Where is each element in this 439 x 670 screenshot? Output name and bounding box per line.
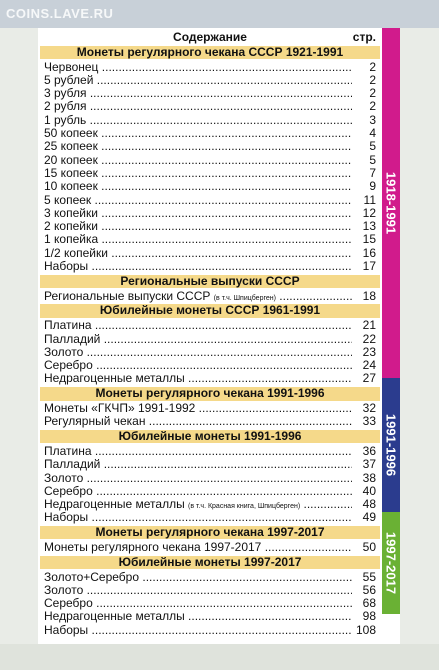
page-number: 5 bbox=[352, 154, 376, 167]
period-segment-1991-1996 bbox=[382, 378, 400, 512]
page-number: 56 bbox=[352, 584, 376, 597]
entry-title: 5 рублей ..... bbox=[44, 74, 352, 87]
entry-note: (в т.ч. Шпицберген) bbox=[213, 294, 276, 302]
toc-entry bbox=[40, 624, 380, 637]
page-number: 33 bbox=[352, 415, 376, 428]
page-number: 27 bbox=[352, 372, 376, 385]
toc-entry bbox=[40, 415, 380, 428]
toc-entry bbox=[40, 472, 380, 485]
page-number: 17 bbox=[352, 260, 376, 273]
toc-entry bbox=[40, 584, 380, 597]
entry-title: Палладий ..... bbox=[44, 458, 352, 471]
toc-entry bbox=[40, 127, 380, 140]
page-number: 16 bbox=[352, 247, 376, 260]
page-number: 55 bbox=[352, 571, 376, 584]
period-segment-1918-1991 bbox=[382, 28, 400, 378]
toc-entry bbox=[40, 458, 380, 471]
page-number: 21 bbox=[352, 319, 376, 332]
page-number: 49 bbox=[352, 511, 376, 524]
entry-title: 15 копеек ..... bbox=[44, 167, 352, 180]
toc-entry bbox=[40, 359, 380, 372]
page-number: 7 bbox=[352, 167, 376, 180]
toc-entry bbox=[40, 220, 380, 233]
entry-title: Недрагоценные металлы ..... bbox=[44, 372, 352, 385]
section-header bbox=[40, 304, 380, 317]
page-number: 48 bbox=[352, 498, 376, 511]
toc-entry bbox=[40, 290, 380, 303]
section-title: Юбилейные монеты СССР 1961-1991 bbox=[99, 303, 321, 318]
section-title: Монеты регулярного чекана 1997-2017 bbox=[95, 525, 325, 540]
page-number: 40 bbox=[352, 485, 376, 498]
table-of-contents bbox=[40, 31, 380, 637]
entry-title: Монеты «ГКЧП» 1991-1992 ..... bbox=[44, 402, 352, 415]
page-number: 5 bbox=[352, 140, 376, 153]
toc-entry bbox=[40, 541, 380, 554]
entry-title: Региональные выпуски СССР (в т.ч. Шпицберген) ..... bbox=[44, 290, 352, 305]
page-number: 32 bbox=[352, 402, 376, 415]
entry-title: Наборы ..... bbox=[44, 511, 352, 524]
toc-entry bbox=[40, 61, 380, 74]
toc-entry bbox=[40, 247, 380, 260]
toc-entry bbox=[40, 233, 380, 246]
toc-entry bbox=[40, 194, 380, 207]
section-title: Монеты регулярного чекана 1991-1996 bbox=[95, 386, 325, 401]
page-number: 37 bbox=[352, 458, 376, 471]
toc-entry bbox=[40, 154, 380, 167]
toc-entry bbox=[40, 511, 380, 524]
section-header bbox=[40, 556, 380, 569]
toc-entry bbox=[40, 597, 380, 610]
section-header bbox=[40, 46, 380, 59]
period-label: 1918-1991 bbox=[383, 171, 399, 235]
toc-entry bbox=[40, 180, 380, 193]
section-header bbox=[40, 526, 380, 539]
section-title: Региональные выпуски СССР bbox=[120, 273, 300, 288]
page-number: 36 bbox=[352, 445, 376, 458]
toc-entry bbox=[40, 485, 380, 498]
entry-title: Червонец ..... bbox=[44, 61, 352, 74]
toc-entry bbox=[40, 333, 380, 346]
entry-title: Золото ..... bbox=[44, 472, 352, 485]
toc-heading: Содержание bbox=[173, 30, 247, 44]
page-number: 2 bbox=[352, 87, 376, 100]
page-number: 68 bbox=[352, 597, 376, 610]
entry-title: Серебро ..... bbox=[44, 485, 352, 498]
page-number: 50 bbox=[352, 541, 376, 554]
toc-entry bbox=[40, 445, 380, 458]
toc-entry bbox=[40, 372, 380, 385]
entry-title: 50 копеек ..... bbox=[44, 127, 352, 140]
entry-title: 5 копеек ..... bbox=[44, 194, 352, 207]
toc-entry bbox=[40, 74, 380, 87]
entry-title: 1 копейка ..... bbox=[44, 233, 352, 246]
entry-title: Наборы ..... bbox=[44, 624, 352, 637]
page-number: 3 bbox=[352, 114, 376, 127]
entry-title: Платина ..... bbox=[44, 319, 352, 332]
toc-entry bbox=[40, 207, 380, 220]
entry-title: 2 копейки ..... bbox=[44, 220, 352, 233]
page-number: 38 bbox=[352, 472, 376, 485]
entry-title: Золото ..... bbox=[44, 346, 352, 359]
toc-entry bbox=[40, 346, 380, 359]
toc-entry bbox=[40, 114, 380, 127]
period-segment-blank bbox=[382, 614, 400, 644]
entry-title: Регулярный чекан ..... bbox=[44, 415, 352, 428]
period-label: 1991-1996 bbox=[383, 413, 399, 477]
section-header bbox=[40, 275, 380, 288]
entry-title: Недрагоценные металлы (в т.ч. Красная книга, Шпицберген) ..... bbox=[44, 498, 352, 513]
entry-title: 3 рубля ..... bbox=[44, 87, 352, 100]
toc-entry bbox=[40, 319, 380, 332]
section-title: Монеты регулярного чекана СССР 1921-1991 bbox=[76, 44, 344, 59]
entry-title: 1 рубль ..... bbox=[44, 114, 352, 127]
page-number: 2 bbox=[352, 74, 376, 87]
toc-entry bbox=[40, 610, 380, 623]
page-column-heading: стр. bbox=[352, 30, 376, 44]
period-sidebar bbox=[382, 28, 400, 644]
page-number: 2 bbox=[352, 100, 376, 113]
section-header bbox=[40, 430, 380, 443]
page-number: 9 bbox=[352, 180, 376, 193]
entry-title: 20 копеек ..... bbox=[44, 154, 352, 167]
period-label: 1997-2017 bbox=[383, 531, 399, 595]
toc-entry bbox=[40, 260, 380, 273]
toc-header bbox=[40, 31, 380, 44]
toc-entry bbox=[40, 140, 380, 153]
entry-title: Серебро ..... bbox=[44, 359, 352, 372]
entry-title: Золото+Серебро ..... bbox=[44, 571, 352, 584]
toc-entry bbox=[40, 402, 380, 415]
entry-title: Наборы ..... bbox=[44, 260, 352, 273]
page-number: 11 bbox=[352, 194, 376, 207]
entry-title: 2 рубля ..... bbox=[44, 100, 352, 113]
entry-title: Недрагоценные металлы ..... bbox=[44, 610, 352, 623]
entry-note: (в т.ч. Красная книга, Шпицберген) bbox=[188, 503, 301, 511]
page-number: 13 bbox=[352, 220, 376, 233]
page-number: 98 bbox=[352, 610, 376, 623]
toc-entry bbox=[40, 498, 380, 511]
entry-title: 25 копеек ..... bbox=[44, 140, 352, 153]
page-number: 15 bbox=[352, 233, 376, 246]
section-title: Юбилейные монеты 1997-2017 bbox=[118, 554, 302, 569]
entry-title: 3 копейки ..... bbox=[44, 207, 352, 220]
period-segment-1997-2017 bbox=[382, 512, 400, 614]
section-title: Юбилейные монеты 1991-1996 bbox=[118, 429, 302, 444]
entry-title: Платина ..... bbox=[44, 445, 352, 458]
toc-entry bbox=[40, 571, 380, 584]
entry-title: Серебро ..... bbox=[44, 597, 352, 610]
section-header bbox=[40, 387, 380, 400]
page-number: 24 bbox=[352, 359, 376, 372]
page-number: 4 bbox=[352, 127, 376, 140]
toc-entry bbox=[40, 87, 380, 100]
page-number: 18 bbox=[352, 290, 376, 303]
page-number: 108 bbox=[352, 624, 376, 637]
entry-title: 10 копеек ..... bbox=[44, 180, 352, 193]
page-number: 23 bbox=[352, 346, 376, 359]
entry-title: Палладий ..... bbox=[44, 333, 352, 346]
entry-title: 1/2 копейки ..... bbox=[44, 247, 352, 260]
page-number: 12 bbox=[352, 207, 376, 220]
toc-entry bbox=[40, 167, 380, 180]
page-number: 22 bbox=[352, 333, 376, 346]
entry-title: Монеты регулярного чекана 1997-2017 ..... bbox=[44, 541, 352, 554]
bottom-band bbox=[0, 644, 439, 670]
entry-title: Золото ..... bbox=[44, 584, 352, 597]
page-number: 2 bbox=[352, 61, 376, 74]
toc-entry bbox=[40, 100, 380, 113]
site-watermark: COINS.LAVE.RU bbox=[6, 6, 114, 21]
